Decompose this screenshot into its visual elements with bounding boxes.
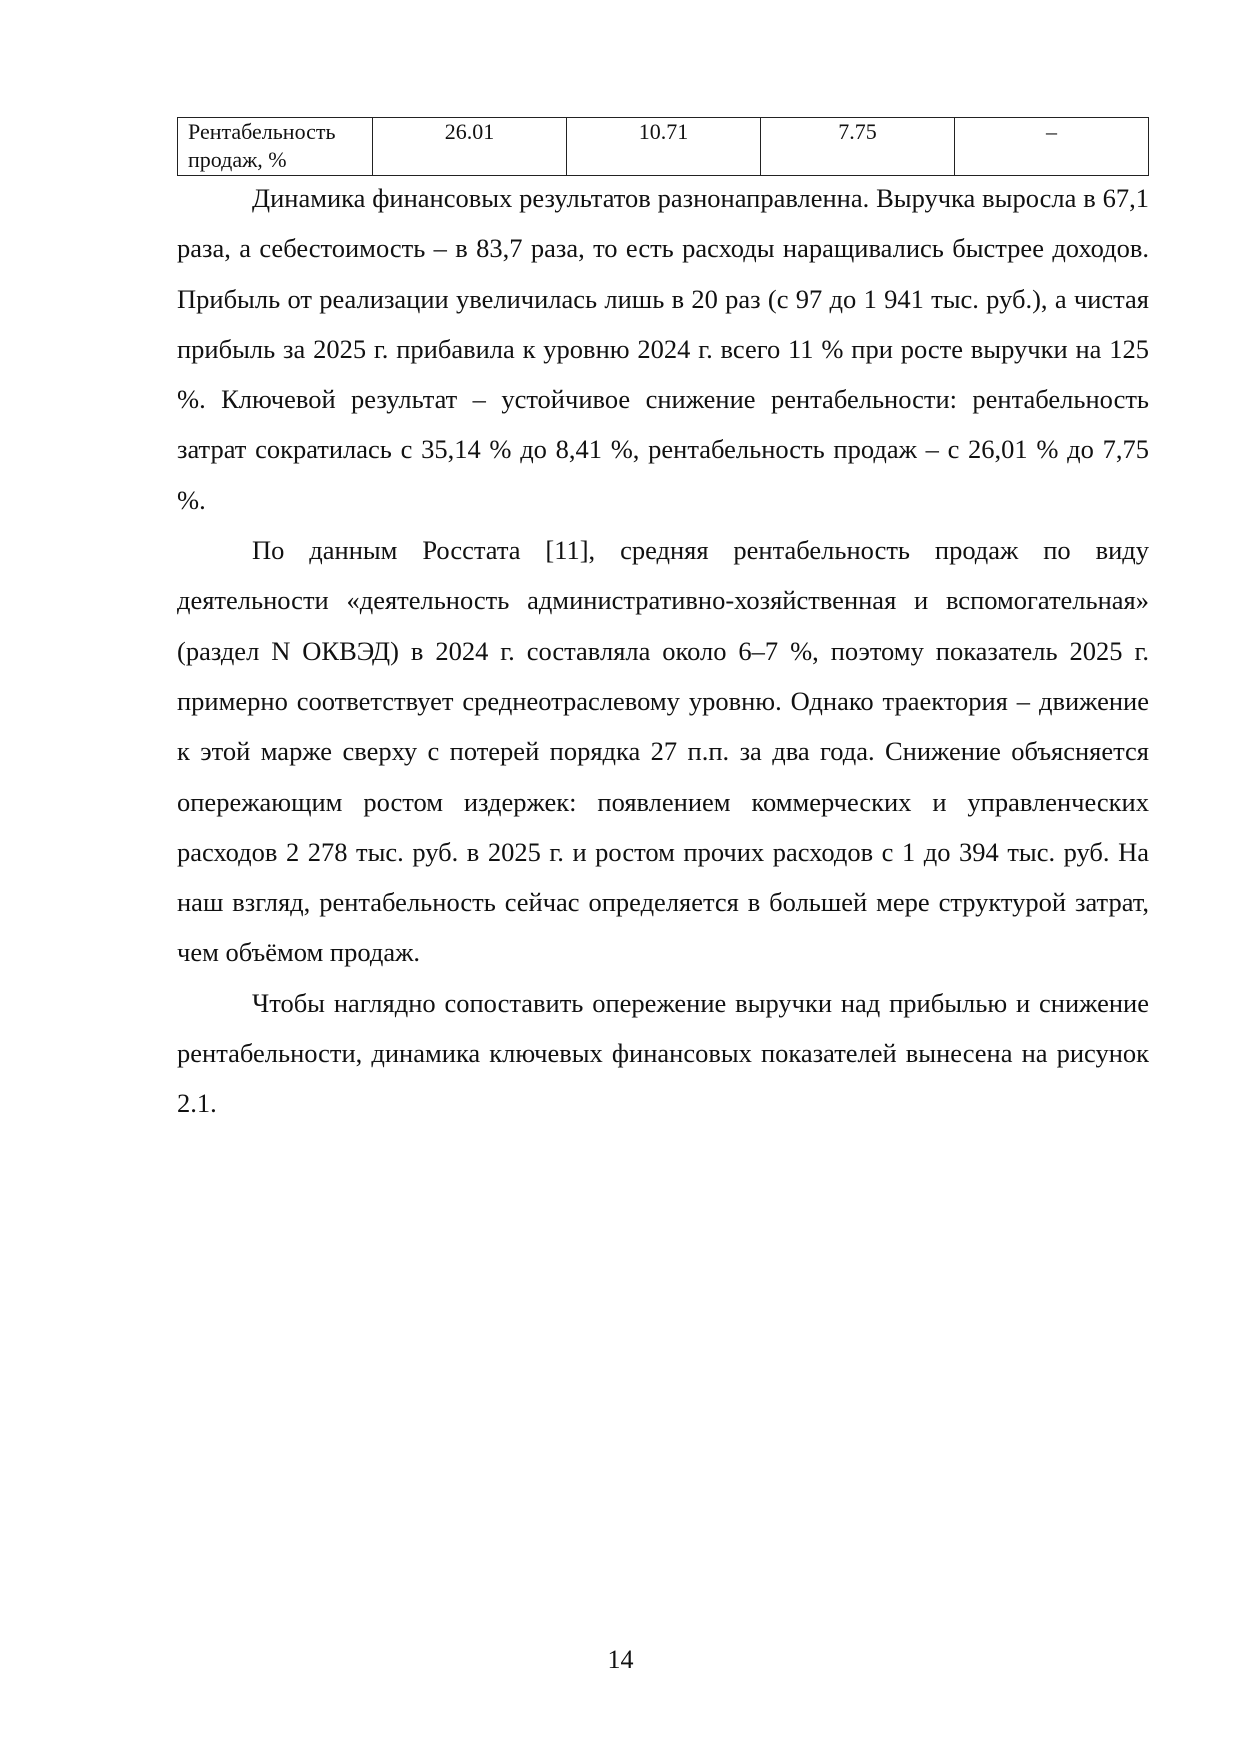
financial-metrics-table <box>177 117 1149 176</box>
table-cell-value: 7.75 <box>761 118 955 176</box>
page-number: 14 <box>607 1645 634 1674</box>
table-cell-value: 10.71 <box>567 118 761 176</box>
paragraph: Чтобы наглядно сопоставить опережение выручки над прибылью и снижение рентабельности, динамика ключевых финансовых показателей вынесена на рисунок 2.1. <box>177 987 1149 1119</box>
body-text <box>177 173 1149 1129</box>
table-cell-label: Рентабельность продаж, % <box>178 118 373 176</box>
paragraph: Динамика финансовых результатов разнонаправленна. Выручка выросла в 67,1 раза, а себестоимость – в 83,7 раза, то есть расходы наращивались быстрее доходов. Прибыль от реализации увеличилась лишь в 20 раз (с 97 до 1 941 тыс. руб.), а чистая прибыль за 2025 г. прибавила к уровню 2024 г. всего 11 % при росте выручки на 125 %. Ключевой результат – устойчивое снижение рентабельности: рентабельность затрат сократилась с 35,14 % до 8,41 %, рентабельность продаж – с 26,01 % до 7,75 %. <box>177 183 1149 515</box>
table-fragment <box>177 117 1149 176</box>
table-row <box>178 118 1149 176</box>
table-cell-value: 26.01 <box>373 118 567 176</box>
paragraph: По данным Росстата [11], средняя рентабельность продаж по виду деятельности «деятельность административно-хозяйственная и вспомогательная» (раздел N ОКВЭД) в 2024 г. составляла около 6–7 %, поэтому показатель 2025 г. примерно соответствует среднеотраслевому уровню. Однако траектория – движение к этой марже сверху с потерей порядка 27 п.п. за два года. Снижение объясняется опережающим ростом издержек: появлением коммерческих и управленческих расходов 2 278 тыс. руб. в 2025 г. и ростом прочих расходов с 1 до 394 тыс. руб. На наш взгляд, рентабельность сейчас определяется в большей мере структурой затрат, чем объёмом продаж. <box>177 535 1149 968</box>
table-cell-value: – <box>955 118 1149 176</box>
